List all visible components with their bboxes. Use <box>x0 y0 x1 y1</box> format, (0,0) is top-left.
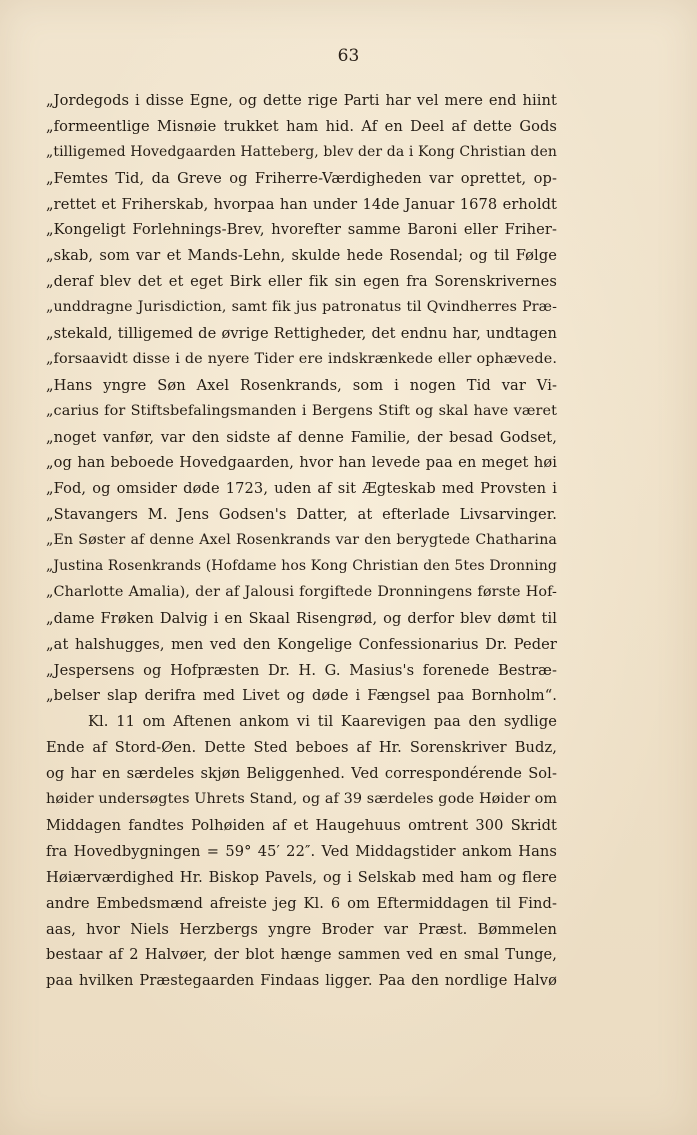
text-line: „En Søster af denne Axel Rosenkrands var den berygtede Chatharina <box>46 532 557 549</box>
body-text <box>46 88 557 994</box>
text-line: „Stavangers M. Jens Godsen's Datter, at efterlade Livsarvinger. <box>46 506 557 524</box>
text-line: „Fod, og omsider døde 1723, uden af sit Ægteskab med Provsten i <box>46 480 557 498</box>
text-line: „unddragne Jurisdiction, samt fik jus patronatus til Qvindherres Præ- <box>46 299 557 316</box>
text-line: „tilligemed Hovedgaarden Hatteberg, blev der da i Kong Christian den <box>46 143 557 160</box>
text-line: paa hvilken Præstegaarden Findaas ligger. Paa den nordlige Halvø <box>46 972 557 990</box>
text-line: og har en særdeles skjøn Beliggenhed. Ved correspondérende Sol- <box>46 765 557 783</box>
text-line: „stekald, tilligemed de øvrige Rettigheder, det endnu har, undtagen <box>46 325 557 343</box>
text-line: bestaar af 2 Halvøer, der blot hænge sammen ved en smal Tunge, <box>46 946 557 964</box>
text-line: „Kongeligt Forlehnings-Brev, hvorefter samme Baroni eller Friher- <box>46 221 557 239</box>
text-line: „belser slap derifra med Livet og døde i Fængsel paa Bornholm“. <box>46 687 557 705</box>
text-line: „dame Frøken Dalvig i en Skaal Risengrød, og derfor blev dømt til <box>46 609 557 627</box>
text-line: „Charlotte Amalia), der af Jalousi forgiftede Dronningens første Hof- <box>46 583 557 600</box>
text-line: høider undersøgtes Uhrets Stand, og af 39 særdeles gode Høider om <box>46 791 557 808</box>
text-line: „Hans yngre Søn Axel Rosenkrands, som i nogen Tid var Vi- <box>46 376 557 394</box>
text-line: Ende af Stord-Øen. Dette Sted beboes af Hr. Sorenskriver Budz, <box>46 739 557 757</box>
text-line: „forsaavidt disse i de nyere Tider ere indskrænkede eller ophævede. <box>46 350 557 367</box>
text-line: „Jespersens og Hofpræsten Dr. H. G. Masius's forenede Bestræ- <box>46 661 557 679</box>
text-line: fra Hovedbygningen = 59° 45′ 22″. Ved Middagstider ankom Hans <box>46 842 557 860</box>
text-line: „noget vanfør, var den sidste af denne Familie, der besad Godset, <box>46 428 557 446</box>
text-line: „Jordegods i disse Egne, og dette rige Parti har vel mere end hiint <box>46 92 557 109</box>
text-line: andre Embedsmænd afreiste jeg Kl. 6 om Eftermiddagen til Find- <box>46 894 557 912</box>
page-number: 63 <box>337 46 360 66</box>
text-line: Høiærværdighed Hr. Biskop Pavels, og i Selskab med ham og flere <box>46 868 557 886</box>
text-line: Middagen fandtes Polhøiden af et Haugehuus omtrent 300 Skridt <box>46 816 557 834</box>
text-line: „carius for Stiftsbefalingsmanden i Bergens Stift og skal have været <box>46 402 557 419</box>
text-line: „og han beboede Hovedgaarden, hvor han levede paa en meget høi <box>46 454 557 472</box>
text-line: „formeentlige Misnøie trukket ham hid. Af en Deel af dette Gods <box>46 117 557 135</box>
text-line: aas, hvor Niels Herzbergs yngre Broder var Præst. Bømmelen <box>46 920 557 938</box>
text-line: Kl. 11 om Aftenen ankom vi til Kaarevigen paa den sydlige <box>88 713 557 731</box>
text-line: „Justina Rosenkrands (Hofdame hos Kong Christian den 5tes Dronning <box>46 558 557 575</box>
text-line: „Femtes Tid, da Greve og Friherre-Værdigheden var oprettet, op- <box>46 169 557 187</box>
text-line: „skab, som var et Mands-Lehn, skulde hede Rosendal; og til Følge <box>46 247 557 265</box>
text-line: „rettet et Friherskab, hvorpaa han under 14de Januar 1678 erholdt <box>46 195 557 213</box>
text-line: „deraf blev det et eget Birk eller fik sin egen fra Sorenskrivernes <box>46 273 557 291</box>
text-line: „at halshugges, men ved den Kongelige Confessionarius Dr. Peder <box>46 635 557 653</box>
